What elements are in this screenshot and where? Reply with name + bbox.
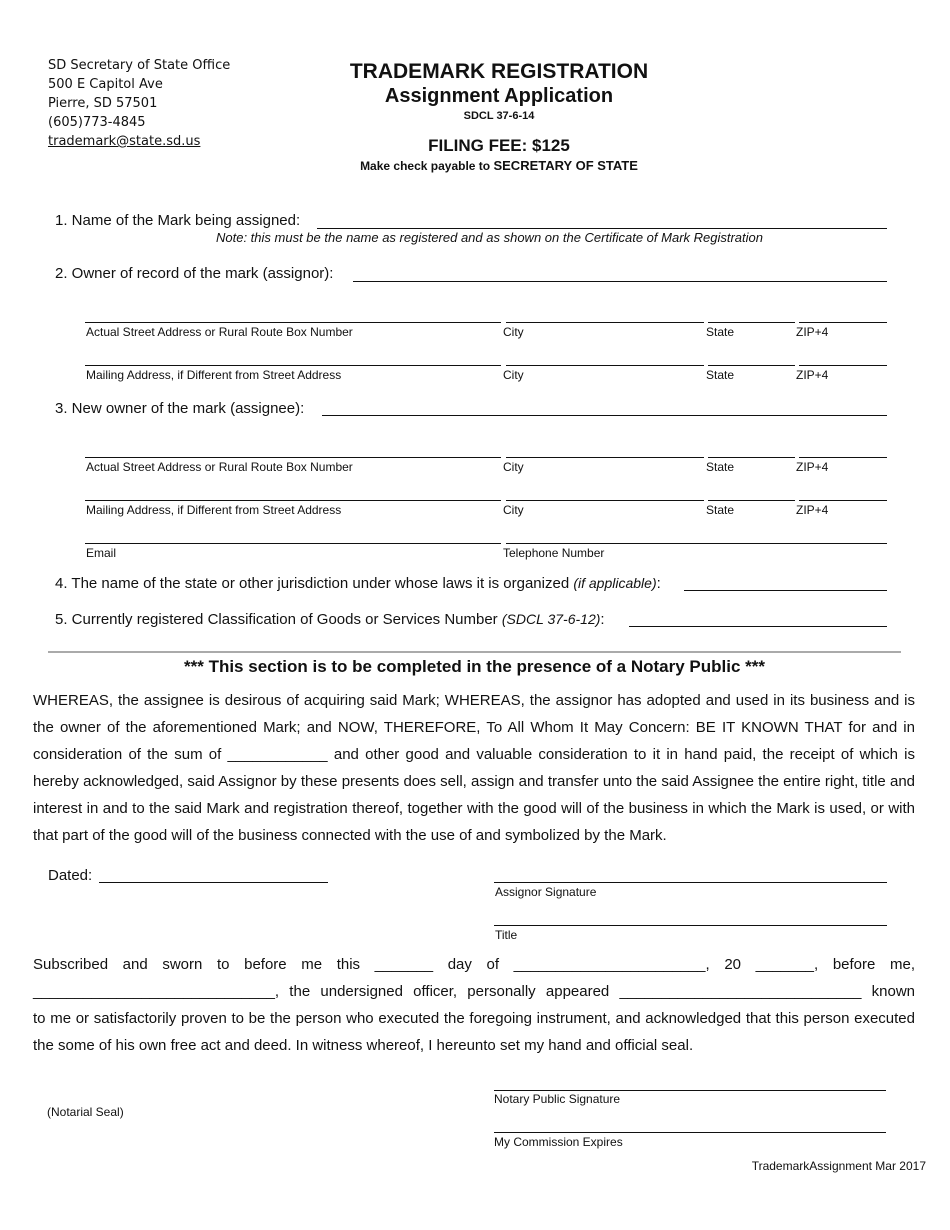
classification-field[interactable]	[629, 626, 887, 627]
assignor-zip-field[interactable]	[799, 322, 887, 323]
assignor-mailing-city-field[interactable]	[506, 365, 704, 366]
office-phone: (605)773-4845	[48, 115, 146, 130]
payable-prefix: Make check payable to	[360, 159, 494, 173]
assignor-state-field[interactable]	[708, 322, 795, 323]
q1-note: Note: this must be the name as registered and as shown on the Certificate of Mark Registration	[216, 230, 763, 245]
assignee-zip-field[interactable]	[799, 457, 887, 458]
phone-label: Telephone Number	[503, 546, 605, 560]
mark-name-field[interactable]	[317, 228, 887, 229]
assignee-state-field[interactable]	[708, 457, 795, 458]
state-label: State	[706, 460, 735, 474]
dated-label: Dated:	[48, 867, 93, 884]
assignee-street-field[interactable]	[85, 457, 501, 458]
q5-text: 5. Currently registered Classification of Goods or Services Number	[55, 611, 502, 628]
notary-signature-field[interactable]	[494, 1090, 886, 1091]
zip-label: ZIP+4	[796, 368, 829, 382]
sworn-paragraph	[33, 951, 915, 1059]
q5-label	[55, 611, 605, 628]
dated-field[interactable]	[99, 882, 328, 883]
assignor-mailing-zip-field[interactable]	[799, 365, 887, 366]
state-label: State	[706, 368, 735, 382]
zip-label: ZIP+4	[796, 460, 829, 474]
assignee-email-field[interactable]	[85, 543, 501, 544]
q5-note: (SDCL 37-6-12)	[501, 611, 601, 627]
assignee-mailing-field[interactable]	[85, 500, 501, 501]
assignor-mailing-state-field[interactable]	[708, 365, 795, 366]
payable-to: SECRETARY OF STATE	[493, 158, 638, 173]
form-title: TRADEMARK REGISTRATION	[349, 60, 649, 83]
section-divider	[48, 651, 901, 653]
city-label: City	[503, 368, 524, 382]
q4-suffix: :	[656, 575, 661, 592]
form-footer: TrademarkAssignment Mar 2017	[751, 1159, 926, 1173]
office-email-link[interactable]: trademark@state.sd.us	[48, 134, 201, 149]
payable-instruction	[300, 158, 698, 173]
notarial-seal-label: (Notarial Seal)	[47, 1105, 124, 1119]
mailing-label: Mailing Address, if Different from Street Address	[86, 368, 342, 382]
statute-reference: SDCL 37-6-14	[463, 110, 535, 122]
assignee-mailing-zip-field[interactable]	[799, 500, 887, 501]
zip-label: ZIP+4	[796, 503, 829, 517]
assignor-signature-field[interactable]	[494, 882, 887, 883]
q2-label: 2. Owner of record of the mark (assignor):	[55, 265, 334, 282]
q4-text: 4. The name of the state or other jurisdiction under whose laws it is organized	[55, 575, 574, 592]
office-street: 500 E Capitol Ave	[48, 77, 163, 92]
street-label: Actual Street Address or Rural Route Box Number	[86, 325, 353, 339]
filing-fee: FILING FEE: $125	[428, 136, 570, 155]
assignor-street-field[interactable]	[85, 322, 501, 323]
assignor-city-field[interactable]	[506, 322, 704, 323]
assignor-signature-label: Assignor Signature	[495, 885, 597, 899]
state-label: State	[706, 503, 735, 517]
assignor-name-field[interactable]	[353, 281, 887, 282]
city-label: City	[503, 325, 524, 339]
state-label: State	[706, 325, 735, 339]
email-label: Email	[86, 546, 117, 560]
office-city: Pierre, SD 57501	[48, 96, 158, 111]
q4-note: (if applicable)	[573, 575, 657, 591]
jurisdiction-field[interactable]	[684, 590, 887, 591]
q1-label: 1. Name of the Mark being assigned:	[55, 212, 301, 229]
zip-label: ZIP+4	[796, 325, 829, 339]
q5-suffix: :	[600, 611, 605, 628]
q4-label	[55, 575, 661, 592]
sworn-line-1: Subscribed and sworn to before me this _______ day of _______________________, 20 _______, before me,	[33, 956, 915, 973]
commission-expires-label: My Commission Expires	[494, 1135, 623, 1149]
assignor-mailing-field[interactable]	[85, 365, 501, 366]
assignee-name-field[interactable]	[322, 415, 887, 416]
mailing-label: Mailing Address, if Different from Street Address	[86, 503, 342, 517]
notary-signature-label: Notary Public Signature	[494, 1092, 621, 1106]
whereas-paragraph	[33, 687, 915, 849]
city-label: City	[503, 460, 524, 474]
city-label: City	[503, 503, 524, 517]
assignee-phone-field[interactable]	[506, 543, 887, 544]
form-subtitle: Assignment Application	[384, 85, 614, 107]
assignee-mailing-state-field[interactable]	[708, 500, 795, 501]
assignee-city-field[interactable]	[506, 457, 704, 458]
street-label: Actual Street Address or Rural Route Box Number	[86, 460, 353, 474]
q3-label: 3. New owner of the mark (assignee):	[55, 400, 305, 417]
notary-heading: *** This section is to be completed in the presence of a Notary Public ***	[184, 657, 765, 676]
office-name: SD Secretary of State Office	[48, 58, 231, 73]
sworn-line-2: _____________________________, the undersigned officer, personally appeared _____________________________ known	[33, 983, 915, 1000]
assignee-mailing-city-field[interactable]	[506, 500, 704, 501]
whereas-text: WHEREAS, the assignee is desirous of acquiring said Mark; WHEREAS, the assignor has adopted and used in its business and is the owner of the aforementioned Mark; and NOW, THEREFORE, To All Whom It May Concern: BE IT KNOWN THAT for and in consideration of the sum of ____________ and other good and valuable consideration to it in hand paid, the receipt of which is hereby acknowledged, said Assignor by these presents does sell, assign and transfer unto the said Assignee the entire right, title and interest in and to the said Mark and registration thereof, together with the good will of the business in which the Mark is used, or with that part of the good will of the business connected with the use of and symbolized by the Mark.	[33, 692, 915, 844]
office-address	[48, 56, 230, 151]
commission-expires-field[interactable]	[494, 1132, 886, 1133]
title-label: Title	[495, 928, 518, 942]
sworn-rest: to me or satisfactorily proven to be the person who executed the foregoing instrument, and acknowledged that this person executed the some of his own free act and deed. In witness whereof, I hereunto set my hand and official seal.	[33, 1010, 915, 1054]
title-field[interactable]	[494, 925, 887, 926]
